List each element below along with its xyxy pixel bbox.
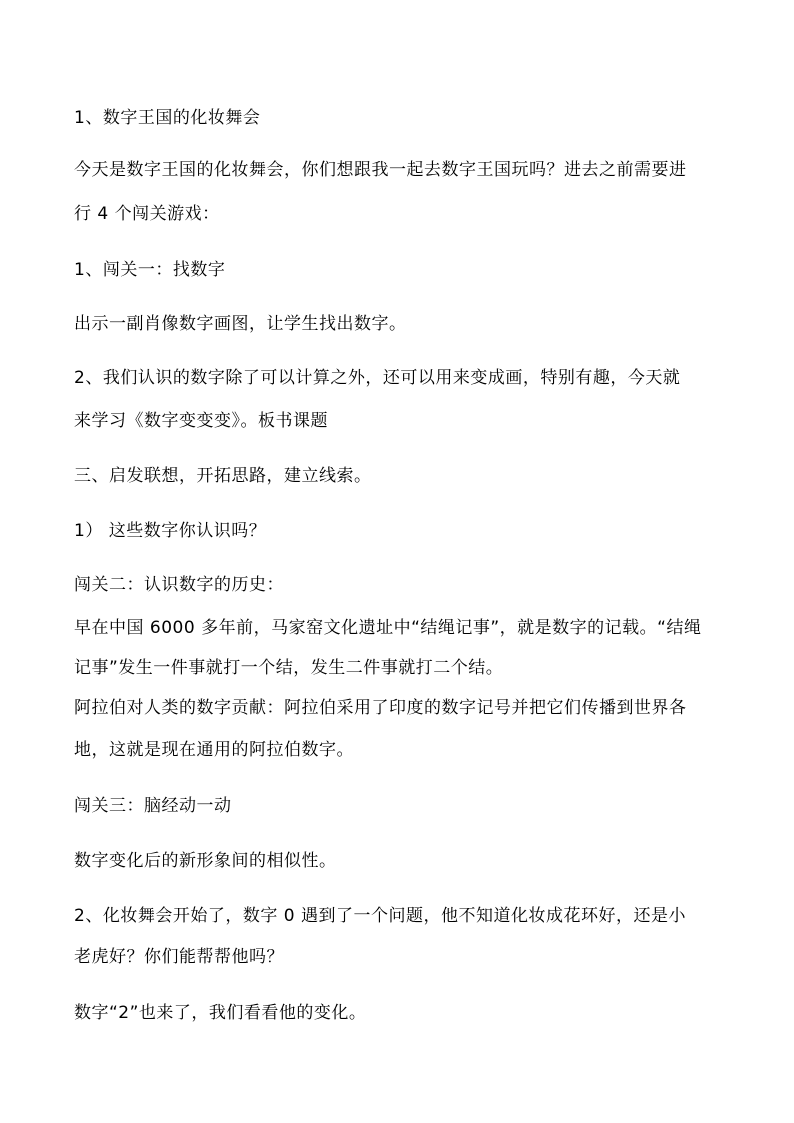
history-paragraph-line-2: 记事”发生一件事就打一个结，发生二件事就打二个结。 <box>74 658 504 678</box>
intro-paragraph-line-1: 今天是数字王国的化妆舞会，你们想跟我一起去数字王国玩吗？进去之前需要进 <box>74 160 687 180</box>
question-one: 1） 这些数字你认识吗？ <box>74 521 267 541</box>
history-paragraph-line-1: 早在中国 6000 多年前，马家窑文化遗址中“结绳记事”，就是数字的记载。“结绳 <box>74 618 702 638</box>
party-paragraph-line-1: 2、化妆舞会开始了，数字 0 遇到了一个问题，他不知道化妆成花环好，还是小 <box>74 906 686 926</box>
arabic-paragraph-line-2: 地，这就是现在通用的阿拉伯数字。 <box>74 740 354 760</box>
paragraph-two-line-2: 来学习《数字变变变》。板书课题 <box>74 411 328 431</box>
arabic-paragraph-line-1: 阿拉伯对人类的数字贡献：阿拉伯采用了印度的数字记号并把它们传播到世界各 <box>74 698 687 718</box>
level-two-title: 闯关二：认识数字的历史： <box>74 575 284 595</box>
level-three-title: 闯关三：脑经动一动 <box>74 796 232 816</box>
level-one-title: 1、闯关一：找数字 <box>74 260 226 280</box>
level-three-text: 数字变化后的新形象间的相似性。 <box>74 851 337 871</box>
number-two-text: 数字“2”也来了，我们看看他的变化。 <box>74 1003 367 1023</box>
intro-paragraph-line-2: 行 4 个闯关游戏： <box>74 204 220 224</box>
section-three-title: 三、启发联想，开拓思路，建立线索。 <box>74 466 372 486</box>
section-heading: 1、数字王国的化妆舞会 <box>74 108 261 128</box>
level-one-text: 出示一副肖像数字画图，让学生找出数字。 <box>74 314 407 334</box>
party-paragraph-line-2: 老虎好？你们能帮帮他吗？ <box>74 947 284 967</box>
paragraph-two-line-1: 2、我们认识的数字除了可以计算之外，还可以用来变成画，特别有趣，今天就 <box>74 368 681 388</box>
